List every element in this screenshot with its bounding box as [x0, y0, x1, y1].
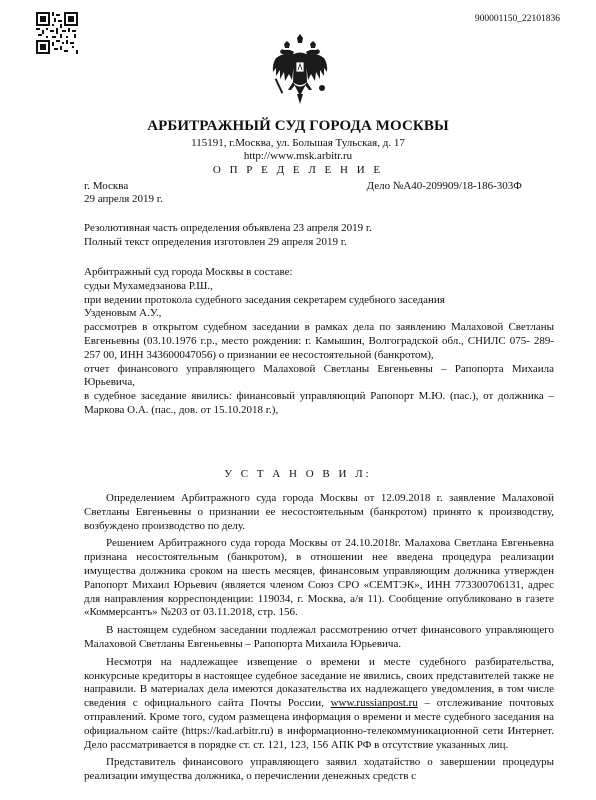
case-number: Дело №А40-209909/18-186-303Ф	[366, 180, 522, 192]
composition-paragraph: отчет финансового управляющего Малаховой Светланы Евгеньевны – Рапопорта Михаила Юрьевича,	[84, 362, 554, 389]
double-headed-eagle-emblem-icon	[270, 34, 330, 108]
court-address: 115191, г.Москва, ул. Большая Тульская, д. 17	[191, 137, 405, 149]
composition-paragraph: в судебное заседание явились: финансовый управляющий Рапопорт М.Ю. (пас.), от должника – Маркова О.А. (пас., дов. от 15.10.2018 г.),	[84, 390, 554, 416]
court-title: АРБИТРАЖНЫЙ СУД ГОРОДА МОСКВЫ	[147, 118, 449, 134]
body-paragraph: Определением Арбитражного суда города Москвы от 12.09.2018 г. заявление Малаховой Светланы Евгеньевны о признании ее несостоятельным (банкротом) принято к производству, возбуждено производство по делу.	[84, 492, 554, 532]
document-type-heading: О П Р Е Д Е Л Е Н И Е	[212, 164, 384, 176]
document-date: 29 апреля 2019 г.	[84, 193, 163, 205]
established-heading: У С Т А Н О В И Л:	[224, 468, 372, 480]
composition-paragraph: рассмотрев в открытом судебном заседании в рамках дела по заявлению Малаховой Светланы Евгеньевны (03.10.1976 г.р., место рождения: г. Камышин, Волгоградской обл., СНИЛС 075- 289-257 00, ИНН 343600047056) о признании ее несостоятельной (банкротом),	[84, 321, 554, 361]
composition-paragraph: Узденовым А.У.,	[84, 307, 162, 320]
full-text-prepared-line: Полный текст определения изготовлен 29 апреля 2019 г.	[84, 236, 347, 248]
document-number: 900001150_22101836	[474, 14, 560, 24]
court-composition-block	[84, 266, 554, 418]
composition-paragraph: Арбитражный суд города Москвы в составе:	[84, 266, 293, 278]
notice-text-start: Несмотря на надлежащее извещение о времени и месте судебного разбирательства, конкурсные кредиторы в настоящее судебное заседание не явились, своих представителей также не направили. В материалах дела имеются доказательства их надлежащего уведомления, в том числе сведения с официального сайта Почты России,	[84, 655, 554, 710]
qr-code-icon	[36, 12, 78, 54]
body-paragraph: В настоящем судебном заседании подлежал рассмотрению отчет финансового управляющего Малаховой Светланы Евгеньевны – Рапопорта Михаила Юрьевича.	[84, 624, 554, 650]
russianpost-link[interactable]: www.russianpost.ru	[330, 697, 418, 710]
resolution-announced-line: Резолютивная часть определения объявлена 23 апреля 2019 г.	[84, 222, 372, 234]
court-website[interactable]: http://www.msk.arbitr.ru	[243, 150, 353, 162]
composition-paragraph: при ведении протокола судебного заседания секретарем судебного заседания	[84, 293, 445, 306]
city: г. Москва	[84, 180, 129, 192]
notice-text-end: – отслеживание почтовых отправлений. Кроме того, судом размещена информация о времени и месте судебного заседания на официальном сайте (https://kad.arbitr.ru) в информационно-телекоммуникационной сети Интернет. Дело рассматривается в порядке ст. ст. 121, 123, 156 АПК РФ в отсутствие указанных лиц.	[84, 697, 554, 751]
document-body	[84, 492, 554, 788]
body-paragraph: Представитель финансового управляющего заявил ходатайство о завершении процедуры реализации имущества должника, о перечислении денежных средств с	[84, 756, 554, 783]
composition-paragraph: судьи Мухамедзанова Р.Ш.,	[84, 279, 213, 292]
body-paragraph-notice	[84, 656, 554, 753]
body-paragraph: Решением Арбитражного суда города Москвы от 24.10.2018г. Малахова Светлана Евгеньевна признана несостоятельным (банкротом), в отношении нее введена процедура реализации имущества должника сроком на шесть месяцев, финансовым управляющим должника утвержден Рапопорт Михаил Юрьевич (является членом Союз СРО «СЕМТЭК», ИНН 773300706131, адрес для направления корреспонденции: 119034, г. Москва, а/я 11). Сообщение опубликовано в газете «Коммерсантъ» №203 от 03.11.2018, стр. 156.	[84, 537, 554, 619]
